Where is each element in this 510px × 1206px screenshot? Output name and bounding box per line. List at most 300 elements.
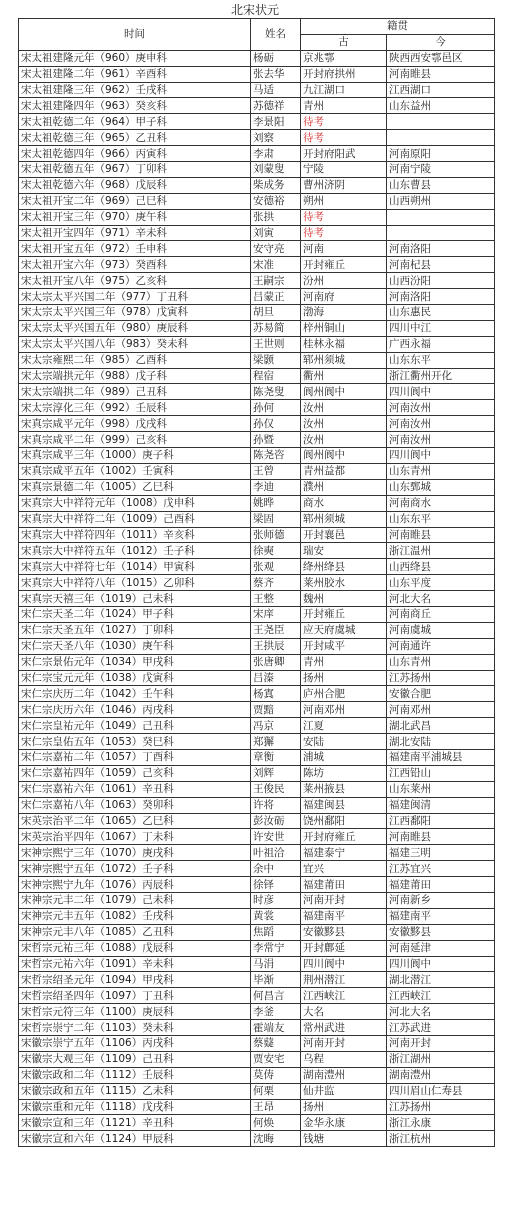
ancient-origin-cell: 濮州 bbox=[301, 479, 387, 495]
name-cell: 张拱 bbox=[251, 209, 301, 225]
name-cell: 王俊民 bbox=[251, 781, 301, 797]
time-cell: 宋太祖乾德五年（967）丁卯科 bbox=[19, 162, 251, 178]
time-cell: 宋神宗元丰五年（1082）壬戌科 bbox=[19, 908, 251, 924]
ancient-origin-cell: 大名 bbox=[301, 1004, 387, 1020]
name-cell: 沈晦 bbox=[251, 1131, 301, 1147]
name-cell: 蔡薿 bbox=[251, 1036, 301, 1052]
header-row bbox=[19, 19, 495, 35]
name-cell: 王拱辰 bbox=[251, 638, 301, 654]
name-cell: 刘辉 bbox=[251, 765, 301, 781]
name-cell: 张去华 bbox=[251, 66, 301, 82]
table-row bbox=[19, 749, 495, 765]
modern-origin-cell: 河南延津 bbox=[387, 940, 495, 956]
modern-origin-cell: 江苏宜兴 bbox=[387, 861, 495, 877]
name-cell: 郑獬 bbox=[251, 734, 301, 750]
ancient-origin-cell: 福建泰宁 bbox=[301, 845, 387, 861]
name-cell: 刘蒙叟 bbox=[251, 162, 301, 178]
name-cell: 苏德祥 bbox=[251, 98, 301, 114]
modern-origin-cell: 安徽黟县 bbox=[387, 924, 495, 940]
name-cell: 李迪 bbox=[251, 479, 301, 495]
modern-origin-cell: 江苏武进 bbox=[387, 1020, 495, 1036]
table-row bbox=[19, 66, 495, 82]
time-cell: 宋仁宗庆历二年（1042）壬午科 bbox=[19, 686, 251, 702]
time-cell: 宋太宗太平兴国八年（983）癸未科 bbox=[19, 336, 251, 352]
time-cell: 宋神宗熙宁五年（1072）壬子科 bbox=[19, 861, 251, 877]
table-row bbox=[19, 1036, 495, 1052]
name-cell: 黄裳 bbox=[251, 908, 301, 924]
table-row bbox=[19, 177, 495, 193]
ancient-origin-cell: 仙井监 bbox=[301, 1083, 387, 1099]
table-row bbox=[19, 654, 495, 670]
table-row bbox=[19, 146, 495, 162]
time-cell: 宋仁宗嘉祐六年（1061）辛丑科 bbox=[19, 781, 251, 797]
time-cell: 宋太祖开宝三年（970）庚午科 bbox=[19, 209, 251, 225]
table-row bbox=[19, 241, 495, 257]
modern-origin-cell: 河南汝州 bbox=[387, 400, 495, 416]
modern-origin-cell: 河南杞县 bbox=[387, 257, 495, 273]
table-row bbox=[19, 972, 495, 988]
table-row bbox=[19, 718, 495, 734]
table-row bbox=[19, 384, 495, 400]
modern-origin-cell: 江西铅山 bbox=[387, 765, 495, 781]
time-cell: 宋哲宗绍圣元年（1094）甲戌科 bbox=[19, 972, 251, 988]
table-row bbox=[19, 432, 495, 448]
page-title: 北宋状元 bbox=[230, 3, 279, 17]
time-cell: 宋仁宗天圣五年（1027）丁卯科 bbox=[19, 622, 251, 638]
modern-origin-cell: 河北大名 bbox=[387, 1004, 495, 1020]
modern-origin-cell: 山东莱州 bbox=[387, 781, 495, 797]
header-modern: 今 bbox=[387, 34, 495, 50]
time-cell: 宋仁宗天圣八年（1030）庚午科 bbox=[19, 638, 251, 654]
time-cell: 宋徽宗宣和六年（1124）甲辰科 bbox=[19, 1131, 251, 1147]
time-cell: 宋仁宗宝元元年（1038）戊寅科 bbox=[19, 670, 251, 686]
name-cell: 吕溱 bbox=[251, 670, 301, 686]
name-cell: 杨寘 bbox=[251, 686, 301, 702]
ancient-origin-cell: 扬州 bbox=[301, 1099, 387, 1115]
time-cell: 宋太祖建隆四年（963）癸亥科 bbox=[19, 98, 251, 114]
modern-origin-cell: 江苏扬州 bbox=[387, 670, 495, 686]
ancient-origin-cell: 常州武进 bbox=[301, 1020, 387, 1036]
time-cell: 宋太宗太平兴国五年（980）庚辰科 bbox=[19, 320, 251, 336]
name-cell: 贾安宅 bbox=[251, 1051, 301, 1067]
header-origin: 籍贯 bbox=[301, 19, 495, 35]
modern-origin-cell: 山东曹县 bbox=[387, 177, 495, 193]
name-cell: 张唐卿 bbox=[251, 654, 301, 670]
table-row bbox=[19, 448, 495, 464]
ancient-origin-cell: 商水 bbox=[301, 495, 387, 511]
name-cell: 刘察 bbox=[251, 130, 301, 146]
table-row bbox=[19, 479, 495, 495]
time-cell: 宋英宗治平二年（1065）乙巳科 bbox=[19, 813, 251, 829]
table-row bbox=[19, 209, 495, 225]
time-cell: 宋太祖乾德三年（965）乙丑科 bbox=[19, 130, 251, 146]
table-row bbox=[19, 988, 495, 1004]
modern-origin-cell: 浙江杭州 bbox=[387, 1131, 495, 1147]
table-row bbox=[19, 813, 495, 829]
ancient-origin-cell: 阆州阆中 bbox=[301, 448, 387, 464]
table-row bbox=[19, 320, 495, 336]
modern-origin-cell: 山西绛县 bbox=[387, 559, 495, 575]
ancient-origin-cell: 京兆鄠 bbox=[301, 50, 387, 66]
modern-origin-cell: 湖北安陆 bbox=[387, 734, 495, 750]
table-row bbox=[19, 1004, 495, 1020]
table-row bbox=[19, 1099, 495, 1115]
time-cell: 宋太祖乾德六年（968）戊辰科 bbox=[19, 177, 251, 193]
modern-origin-cell: 广西永福 bbox=[387, 336, 495, 352]
ancient-origin-cell: 金华永康 bbox=[301, 1115, 387, 1131]
time-cell: 宋仁宗嘉祐八年（1063）癸卯科 bbox=[19, 797, 251, 813]
ancient-origin-cell: 郓州须城 bbox=[301, 352, 387, 368]
table-row bbox=[19, 606, 495, 622]
table-row bbox=[19, 130, 495, 146]
modern-origin-cell: 河南宁陵 bbox=[387, 162, 495, 178]
table-row bbox=[19, 257, 495, 273]
ancient-origin-cell: 瑞安 bbox=[301, 543, 387, 559]
time-cell: 宋哲宗元祐六年（1091）辛未科 bbox=[19, 956, 251, 972]
modern-origin-cell: 浙江永康 bbox=[387, 1115, 495, 1131]
table-row bbox=[19, 305, 495, 321]
table-row bbox=[19, 416, 495, 432]
name-cell: 李肃 bbox=[251, 146, 301, 162]
ancient-origin-cell: 汝州 bbox=[301, 416, 387, 432]
modern-origin-cell: 山东惠民 bbox=[387, 305, 495, 321]
ancient-origin-cell: 青州益都 bbox=[301, 463, 387, 479]
table-row bbox=[19, 511, 495, 527]
name-cell: 吕蒙正 bbox=[251, 289, 301, 305]
table-row bbox=[19, 908, 495, 924]
table-row bbox=[19, 845, 495, 861]
modern-origin-cell: 河南洛阳 bbox=[387, 241, 495, 257]
ancient-origin-cell: 汾州 bbox=[301, 273, 387, 289]
name-cell: 梁固 bbox=[251, 511, 301, 527]
ancient-origin-cell: 钱塘 bbox=[301, 1131, 387, 1147]
name-cell: 彭汝砺 bbox=[251, 813, 301, 829]
ancient-origin-cell: 河南 bbox=[301, 241, 387, 257]
modern-origin-cell: 山西汾阳 bbox=[387, 273, 495, 289]
modern-origin-cell: 河南虞城 bbox=[387, 622, 495, 638]
time-cell: 宋真宗景德二年（1005）乙巳科 bbox=[19, 479, 251, 495]
ancient-origin-cell: 渤海 bbox=[301, 305, 387, 321]
time-cell: 宋徽宗宣和三年（1121）辛丑科 bbox=[19, 1115, 251, 1131]
time-cell: 宋神宗熙宁九年（1076）丙辰科 bbox=[19, 877, 251, 893]
modern-origin-cell: 河南汝州 bbox=[387, 432, 495, 448]
header-ancient: 古 bbox=[301, 34, 387, 50]
ancient-origin-cell: 曹州济阴 bbox=[301, 177, 387, 193]
name-cell: 徐铎 bbox=[251, 877, 301, 893]
ancient-origin-cell: 桂林永福 bbox=[301, 336, 387, 352]
name-cell: 毕渐 bbox=[251, 972, 301, 988]
time-cell: 宋仁宗皇佑五年（1053）癸巳科 bbox=[19, 734, 251, 750]
table-row bbox=[19, 797, 495, 813]
modern-origin-cell: 四川眉山仁寿县 bbox=[387, 1083, 495, 1099]
modern-origin-cell: 陕西西安鄠邑区 bbox=[387, 50, 495, 66]
time-cell: 宋神宗元丰二年（1079）己未科 bbox=[19, 892, 251, 908]
modern-origin-cell bbox=[387, 225, 495, 241]
time-cell: 宋仁宗嘉祐二年（1057）丁酉科 bbox=[19, 749, 251, 765]
modern-origin-cell: 河南睢县 bbox=[387, 829, 495, 845]
time-cell: 宋仁宗嘉祐四年（1059）己亥科 bbox=[19, 765, 251, 781]
modern-origin-cell: 江苏扬州 bbox=[387, 1099, 495, 1115]
modern-origin-cell: 河北大名 bbox=[387, 591, 495, 607]
table-row bbox=[19, 686, 495, 702]
ancient-origin-cell: 福建南平 bbox=[301, 908, 387, 924]
ancient-origin-cell: 湖南澧州 bbox=[301, 1067, 387, 1083]
time-cell: 宋徽宗崇宁五年（1106）丙戌科 bbox=[19, 1036, 251, 1052]
table-row bbox=[19, 114, 495, 130]
table-row bbox=[19, 591, 495, 607]
modern-origin-cell bbox=[387, 114, 495, 130]
table-row bbox=[19, 368, 495, 384]
table-row bbox=[19, 1020, 495, 1036]
ancient-origin-cell: 河南开封 bbox=[301, 892, 387, 908]
ancient-origin-cell: 开封咸平 bbox=[301, 638, 387, 654]
ancient-origin-cell: 朔州 bbox=[301, 193, 387, 209]
name-cell: 王世则 bbox=[251, 336, 301, 352]
name-cell: 余中 bbox=[251, 861, 301, 877]
table-row bbox=[19, 702, 495, 718]
table-row bbox=[19, 1115, 495, 1131]
table-row bbox=[19, 559, 495, 575]
ancient-origin-cell: 江夏 bbox=[301, 718, 387, 734]
time-cell: 宋英宗治平四年（1067）丁未科 bbox=[19, 829, 251, 845]
ancient-origin-cell: 开封雍丘 bbox=[301, 606, 387, 622]
table-row bbox=[19, 781, 495, 797]
ancient-origin-cell: 江西峡江 bbox=[301, 988, 387, 1004]
table-row bbox=[19, 924, 495, 940]
table-row bbox=[19, 1051, 495, 1067]
name-cell: 霍端友 bbox=[251, 1020, 301, 1036]
ancient-origin-cell: 待考 bbox=[301, 225, 387, 241]
name-cell: 李釜 bbox=[251, 1004, 301, 1020]
name-cell: 柴成务 bbox=[251, 177, 301, 193]
modern-origin-cell: 山东东平 bbox=[387, 511, 495, 527]
modern-origin-cell: 江西湖口 bbox=[387, 82, 495, 98]
time-cell: 宋太祖开宝八年（975）乙亥科 bbox=[19, 273, 251, 289]
modern-origin-cell: 河南邓州 bbox=[387, 702, 495, 718]
name-cell: 张师德 bbox=[251, 527, 301, 543]
ancient-origin-cell: 浦城 bbox=[301, 749, 387, 765]
time-cell: 宋太祖开宝六年（973）癸酉科 bbox=[19, 257, 251, 273]
modern-origin-cell: 山东东平 bbox=[387, 352, 495, 368]
ancient-origin-cell: 汝州 bbox=[301, 400, 387, 416]
ancient-origin-cell: 庐州合肥 bbox=[301, 686, 387, 702]
name-cell: 王昂 bbox=[251, 1099, 301, 1115]
ancient-origin-cell: 开封府阳武 bbox=[301, 146, 387, 162]
header-time: 时间 bbox=[19, 19, 251, 51]
table-row bbox=[19, 940, 495, 956]
modern-origin-cell: 福建闽清 bbox=[387, 797, 495, 813]
time-cell: 宋太祖建隆元年（960）庚申科 bbox=[19, 50, 251, 66]
ancient-origin-cell: 河南开封 bbox=[301, 1036, 387, 1052]
time-cell: 宋太祖建隆三年（962）壬戌科 bbox=[19, 82, 251, 98]
ancient-origin-cell: 饶州鄱阳 bbox=[301, 813, 387, 829]
time-cell: 宋哲宗绍圣四年（1097）丁丑科 bbox=[19, 988, 251, 1004]
modern-origin-cell: 福建南平浦城县 bbox=[387, 749, 495, 765]
table-row bbox=[19, 765, 495, 781]
ancient-origin-cell: 开封雍丘 bbox=[301, 257, 387, 273]
time-cell: 宋哲宗元祐三年（1088）戊辰科 bbox=[19, 940, 251, 956]
ancient-origin-cell: 待考 bbox=[301, 114, 387, 130]
ancient-origin-cell: 开封襄邑 bbox=[301, 527, 387, 543]
modern-origin-cell: 四川阆中 bbox=[387, 448, 495, 464]
table-row bbox=[19, 82, 495, 98]
table-row bbox=[19, 670, 495, 686]
table-body bbox=[19, 50, 495, 1146]
time-cell: 宋真宗咸平二年（999）己亥科 bbox=[19, 432, 251, 448]
time-cell: 宋徽宗政和二年（1112）壬辰科 bbox=[19, 1067, 251, 1083]
name-cell: 蔡齐 bbox=[251, 575, 301, 591]
table-row bbox=[19, 225, 495, 241]
time-cell: 宋太祖开宝四年（971）辛未科 bbox=[19, 225, 251, 241]
ancient-origin-cell: 福建闽县 bbox=[301, 797, 387, 813]
table-row bbox=[19, 638, 495, 654]
ancient-origin-cell: 阆州阆中 bbox=[301, 384, 387, 400]
table-row bbox=[19, 861, 495, 877]
time-cell: 宋仁宗庆历六年（1046）丙戌科 bbox=[19, 702, 251, 718]
time-cell: 宋仁宗皇祐元年（1049）己丑科 bbox=[19, 718, 251, 734]
table-row bbox=[19, 527, 495, 543]
table-row bbox=[19, 1083, 495, 1099]
name-cell: 王整 bbox=[251, 591, 301, 607]
name-cell: 冯京 bbox=[251, 718, 301, 734]
modern-origin-cell: 湖南澧州 bbox=[387, 1067, 495, 1083]
modern-origin-cell: 山东鄄城 bbox=[387, 479, 495, 495]
scholar-table bbox=[18, 18, 495, 1147]
time-cell: 宋真宗大中祥符八年（1015）乙卯科 bbox=[19, 575, 251, 591]
modern-origin-cell: 湖北武昌 bbox=[387, 718, 495, 734]
modern-origin-cell: 湖北潜江 bbox=[387, 972, 495, 988]
name-cell: 章衡 bbox=[251, 749, 301, 765]
name-cell: 刘寅 bbox=[251, 225, 301, 241]
time-cell: 宋太宗太平兴国三年（978）戊寅科 bbox=[19, 305, 251, 321]
name-cell: 马适 bbox=[251, 82, 301, 98]
time-cell: 宋徽宗重和元年（1118）戊戌科 bbox=[19, 1099, 251, 1115]
name-cell: 李景阳 bbox=[251, 114, 301, 130]
ancient-origin-cell: 河南府 bbox=[301, 289, 387, 305]
modern-origin-cell: 河南开封 bbox=[387, 1036, 495, 1052]
modern-origin-cell: 福建莆田 bbox=[387, 877, 495, 893]
modern-origin-cell bbox=[387, 209, 495, 225]
modern-origin-cell: 福建南平 bbox=[387, 908, 495, 924]
modern-origin-cell: 四川阆中 bbox=[387, 956, 495, 972]
modern-origin-cell: 山东平度 bbox=[387, 575, 495, 591]
modern-origin-cell: 河南原阳 bbox=[387, 146, 495, 162]
table-row bbox=[19, 98, 495, 114]
name-cell: 何栗 bbox=[251, 1083, 301, 1099]
ancient-origin-cell: 应天府虞城 bbox=[301, 622, 387, 638]
name-cell: 孙何 bbox=[251, 400, 301, 416]
name-cell: 苏易简 bbox=[251, 320, 301, 336]
time-cell: 宋太宗太平兴国二年（977）丁丑科 bbox=[19, 289, 251, 305]
modern-origin-cell: 河南睢县 bbox=[387, 66, 495, 82]
ancient-origin-cell: 开封府雍丘 bbox=[301, 829, 387, 845]
modern-origin-cell: 浙江湖州 bbox=[387, 1051, 495, 1067]
time-cell: 宋仁宗天圣二年（1024）甲子科 bbox=[19, 606, 251, 622]
table-row bbox=[19, 543, 495, 559]
table-row bbox=[19, 956, 495, 972]
table-row bbox=[19, 877, 495, 893]
name-cell: 安守亮 bbox=[251, 241, 301, 257]
ancient-origin-cell: 待考 bbox=[301, 209, 387, 225]
time-cell: 宋哲宗元符三年（1100）庚辰科 bbox=[19, 1004, 251, 1020]
name-cell: 马涓 bbox=[251, 956, 301, 972]
modern-origin-cell: 河南通许 bbox=[387, 638, 495, 654]
modern-origin-cell: 河南商丘 bbox=[387, 606, 495, 622]
name-cell: 叶祖洽 bbox=[251, 845, 301, 861]
ancient-origin-cell: 开封鄜延 bbox=[301, 940, 387, 956]
name-cell: 陈尧叟 bbox=[251, 384, 301, 400]
ancient-origin-cell: 待考 bbox=[301, 130, 387, 146]
time-cell: 宋神宗元丰八年（1085）乙丑科 bbox=[19, 924, 251, 940]
modern-origin-cell: 河南洛阳 bbox=[387, 289, 495, 305]
name-cell: 梁颢 bbox=[251, 352, 301, 368]
name-cell: 宋庠 bbox=[251, 606, 301, 622]
modern-origin-cell: 河南新乡 bbox=[387, 892, 495, 908]
ancient-origin-cell: 陈坊 bbox=[301, 765, 387, 781]
modern-origin-cell: 江西鄱阳 bbox=[387, 813, 495, 829]
name-cell: 王尧臣 bbox=[251, 622, 301, 638]
time-cell: 宋太祖乾德四年（966）丙寅科 bbox=[19, 146, 251, 162]
modern-origin-cell: 江西峡江 bbox=[387, 988, 495, 1004]
table-row bbox=[19, 892, 495, 908]
table-row bbox=[19, 734, 495, 750]
time-cell: 宋真宗大中祥符四年（1011）辛亥科 bbox=[19, 527, 251, 543]
name-cell: 孙仅 bbox=[251, 416, 301, 432]
time-cell: 宋哲宗崇宁二年（1103）癸未科 bbox=[19, 1020, 251, 1036]
modern-origin-cell: 四川中江 bbox=[387, 320, 495, 336]
table-row bbox=[19, 575, 495, 591]
time-cell: 宋真宗天禧三年（1019）己未科 bbox=[19, 591, 251, 607]
name-cell: 时彦 bbox=[251, 892, 301, 908]
table-row bbox=[19, 463, 495, 479]
name-cell: 李常宁 bbox=[251, 940, 301, 956]
table-row bbox=[19, 289, 495, 305]
name-cell: 莫俦 bbox=[251, 1067, 301, 1083]
ancient-origin-cell: 梓州铜山 bbox=[301, 320, 387, 336]
name-cell: 贾黯 bbox=[251, 702, 301, 718]
ancient-origin-cell: 福建莆田 bbox=[301, 877, 387, 893]
table-row bbox=[19, 50, 495, 66]
header-name: 姓名 bbox=[251, 19, 301, 51]
time-cell: 宋真宗大中祥符二年（1009）己酉科 bbox=[19, 511, 251, 527]
ancient-origin-cell: 绛州绛县 bbox=[301, 559, 387, 575]
ancient-origin-cell: 安徽黟县 bbox=[301, 924, 387, 940]
modern-origin-cell: 四川阆中 bbox=[387, 384, 495, 400]
ancient-origin-cell: 莱州胶水 bbox=[301, 575, 387, 591]
time-cell: 宋徽宗大观三年（1109）己丑科 bbox=[19, 1051, 251, 1067]
ancient-origin-cell: 四川阆中 bbox=[301, 956, 387, 972]
name-cell: 何焕 bbox=[251, 1115, 301, 1131]
time-cell: 宋太祖开宝二年（969）己巳科 bbox=[19, 193, 251, 209]
ancient-origin-cell: 郓州须城 bbox=[301, 511, 387, 527]
time-cell: 宋太祖建隆二年（961）辛酉科 bbox=[19, 66, 251, 82]
time-cell: 宋神宗熙宁三年（1070）庚戌科 bbox=[19, 845, 251, 861]
modern-origin-cell: 浙江衢州开化 bbox=[387, 368, 495, 384]
ancient-origin-cell: 宁陵 bbox=[301, 162, 387, 178]
modern-origin-cell: 安徽合肥 bbox=[387, 686, 495, 702]
name-cell: 胡旦 bbox=[251, 305, 301, 321]
name-cell: 杨砺 bbox=[251, 50, 301, 66]
name-cell: 徐奭 bbox=[251, 543, 301, 559]
ancient-origin-cell: 扬州 bbox=[301, 670, 387, 686]
ancient-origin-cell: 乌程 bbox=[301, 1051, 387, 1067]
table-row bbox=[19, 352, 495, 368]
time-cell: 宋真宗大中祥符七年（1014）甲寅科 bbox=[19, 559, 251, 575]
modern-origin-cell: 山东青州 bbox=[387, 654, 495, 670]
ancient-origin-cell: 九江湖口 bbox=[301, 82, 387, 98]
name-cell: 王嗣宗 bbox=[251, 273, 301, 289]
table-row bbox=[19, 336, 495, 352]
